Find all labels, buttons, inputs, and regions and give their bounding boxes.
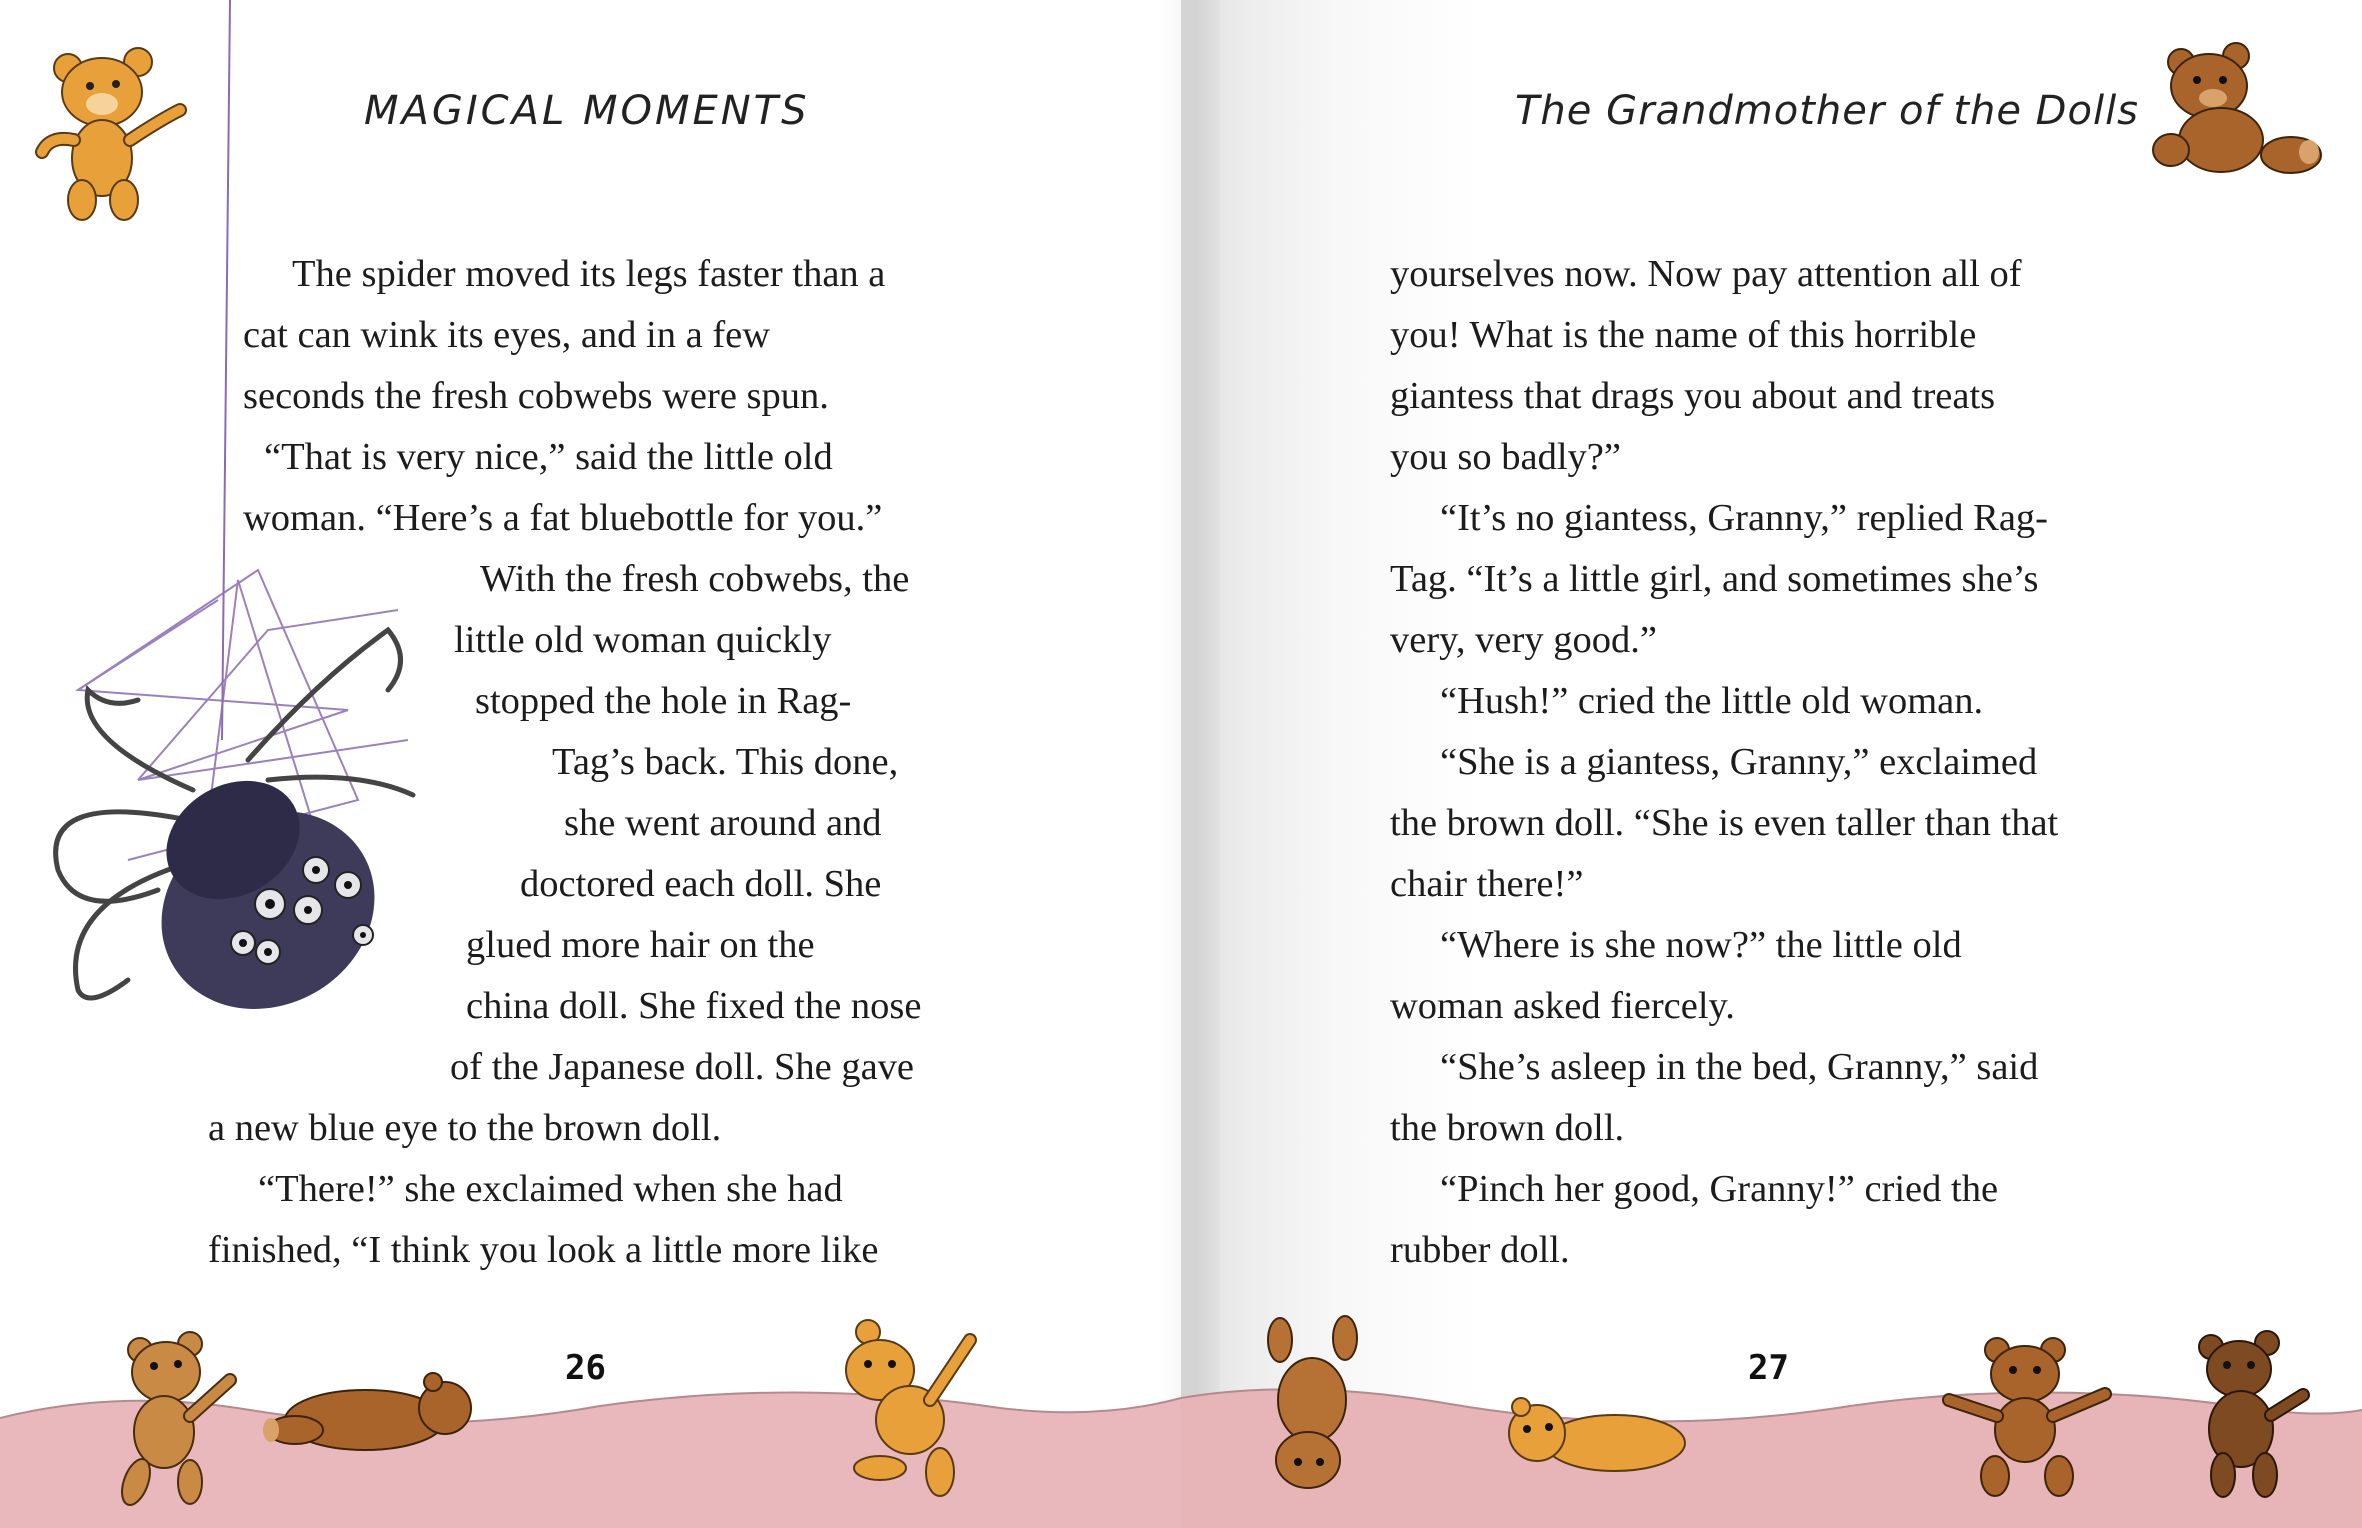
teddy-bear-illustration	[1495, 1395, 1695, 1485]
text-line: a new blue eye to the brown doll.	[208, 1107, 722, 1149]
teddy-bear-illustration	[2175, 1325, 2315, 1505]
page-number-left: 26	[565, 1348, 606, 1388]
text-line: china doll. She fixed the nose	[466, 985, 922, 1027]
text-line: With the fresh cobwebs, the	[480, 558, 910, 600]
text-line: you! What is the name of this horrible	[1390, 314, 1977, 356]
book-gutter-shadow	[1160, 0, 1220, 1528]
teddy-bear-illustration	[255, 1360, 485, 1470]
text-line: “Where is she now?” the little old	[1440, 924, 1962, 966]
text-line: doctored each doll. She	[520, 863, 882, 905]
teddy-bear-illustration	[90, 1320, 250, 1520]
text-line: you so badly?”	[1390, 436, 1621, 478]
text-line: stopped the hole in Rag-	[475, 680, 852, 722]
right-page	[1181, 0, 2362, 1528]
text-line: “Hush!” cried the little old woman.	[1440, 680, 1984, 722]
text-line: cat can wink its eyes, and in a few	[243, 314, 771, 356]
text-line: of the Japanese doll. She gave	[450, 1046, 914, 1088]
text-line: seconds the fresh cobwebs were spun.	[243, 375, 829, 417]
teddy-bear-illustration	[2141, 40, 2341, 190]
text-line: very, very good.”	[1390, 619, 1657, 661]
text-line: chair there!”	[1390, 863, 1584, 905]
spider-illustration	[18, 540, 458, 1080]
teddy-bear-illustration	[30, 40, 210, 225]
teddy-bear-illustration	[1240, 1310, 1380, 1520]
running-head-right: The Grandmother of the Dolls	[1515, 88, 2140, 134]
text-line: yourselves now. Now pay attention all of	[1390, 253, 2022, 295]
text-line: giantess that drags you about and treats	[1390, 375, 1996, 417]
text-line: finished, “I think you look a little more like	[208, 1229, 879, 1271]
text-line: “There!” she exclaimed when she had	[258, 1168, 843, 1210]
text-line: she went around and	[564, 802, 882, 844]
text-line: woman asked fiercely.	[1390, 985, 1735, 1027]
teddy-bear-illustration	[1935, 1330, 2125, 1500]
text-line: “It’s no giantess, Granny,” replied Rag-	[1440, 497, 2048, 539]
page-number-right: 27	[1748, 1348, 1789, 1388]
text-line: the brown doll. “She is even taller than that	[1390, 802, 2059, 844]
text-line: The spider moved its legs faster than a	[292, 253, 886, 295]
text-line: “She is a giantess, Granny,” exclaimed	[1440, 741, 2038, 783]
text-line: woman. “Here’s a fat bluebottle for you.”	[243, 497, 883, 539]
text-line: little old woman quickly	[454, 619, 832, 661]
teddy-bear-illustration	[820, 1310, 990, 1510]
text-line: the brown doll.	[1390, 1107, 1625, 1149]
text-line: glued more hair on the	[466, 924, 815, 966]
running-head-left: MAGICAL MOMENTS	[364, 88, 810, 134]
text-line: “Pinch her good, Granny!” cried the	[1440, 1168, 1999, 1210]
text-line: Tag. “It’s a little girl, and sometimes she’s	[1390, 558, 2039, 600]
text-line: rubber doll.	[1390, 1229, 1570, 1271]
text-line: “That is very nice,” said the little old	[264, 436, 833, 478]
text-line: Tag’s back. This done,	[552, 741, 899, 783]
text-line: “She’s asleep in the bed, Granny,” said	[1440, 1046, 2039, 1088]
